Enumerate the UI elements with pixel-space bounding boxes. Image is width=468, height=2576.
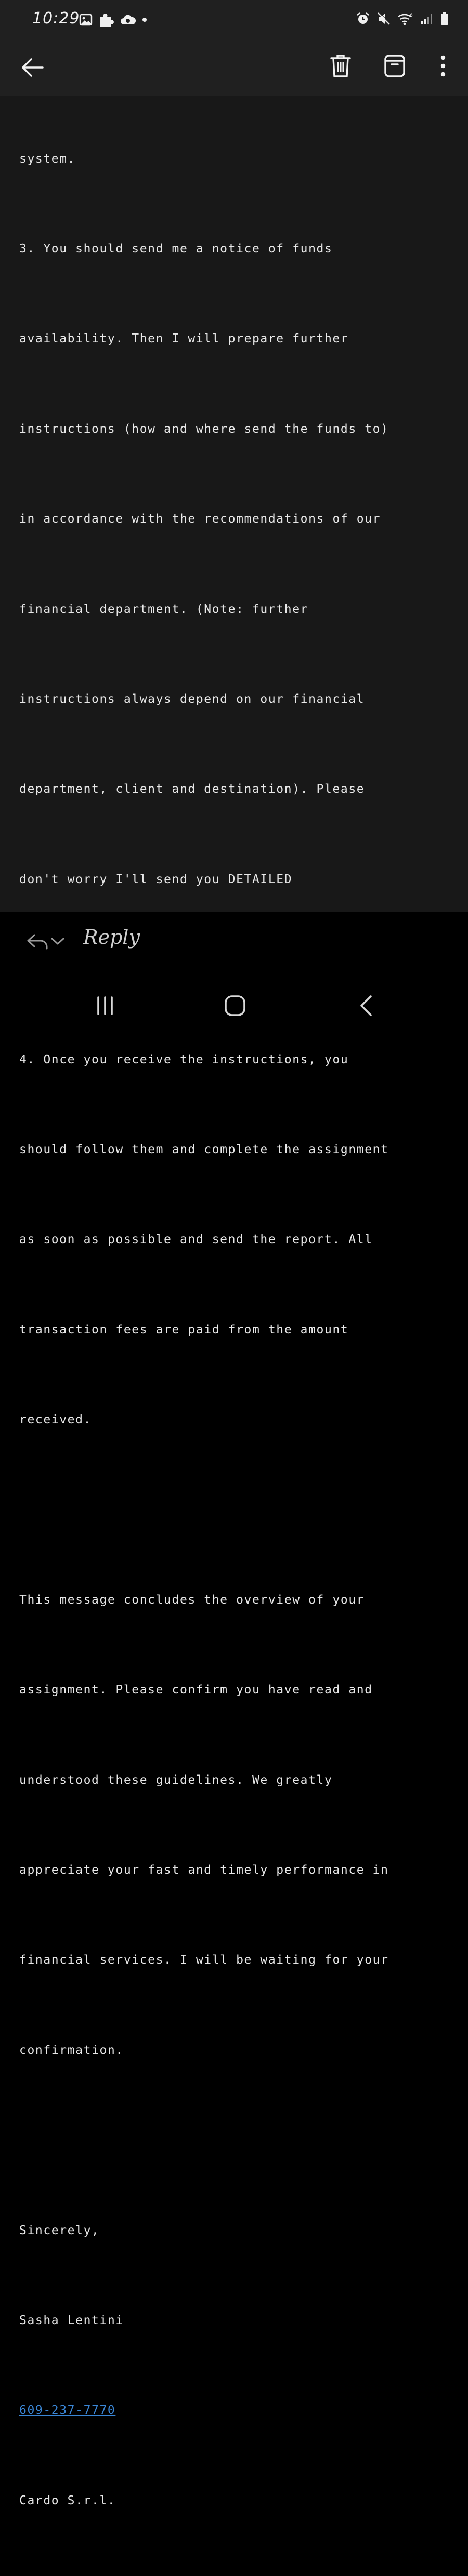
alarm-icon [356, 11, 370, 26]
mute-icon [376, 11, 391, 26]
signature-phone [19, 2396, 461, 2426]
email-line: This message concludes the overview of your [19, 1593, 365, 1607]
home-button[interactable] [218, 990, 252, 1021]
email-line: confirmation. [19, 2043, 124, 2057]
signature-company: Cardo S.r.l. [19, 2493, 116, 2507]
notification-icons [79, 11, 148, 28]
wifi-icon [397, 11, 414, 26]
email-line: instructions always depend on our financial [19, 692, 365, 706]
email-line: financial department. (Note: further [19, 602, 309, 616]
email-line: appreciate your fast and timely performance in [19, 1863, 389, 1877]
email-line: assignment. Please confirm you have read and [19, 1683, 373, 1697]
email-line: don't worry I'll send you DETAILED [19, 872, 293, 886]
reply-icon [26, 932, 50, 951]
email-line: system. [19, 152, 76, 166]
signature-name: Sasha Lentini [19, 2313, 124, 2327]
status-bar [0, 0, 468, 39]
cloud-icon [120, 13, 136, 26]
email-line: in accordance with the recommendations of our [19, 512, 381, 526]
email-line: instructions (how and where send the funds to) [19, 422, 389, 436]
home-icon [224, 994, 246, 1017]
system-nav-bar [0, 972, 468, 1039]
image-icon [79, 13, 93, 26]
more-options-button[interactable] [434, 49, 452, 83]
reply-options-button[interactable] [21, 926, 71, 957]
recent-apps-icon [95, 995, 115, 1016]
phone-link[interactable]: 609-237-7770 [19, 2404, 116, 2418]
signature-closing: Sincerely, [19, 2223, 100, 2237]
system-status-icons [356, 11, 449, 26]
reply-bar [0, 912, 468, 972]
back-nav-button[interactable] [349, 990, 383, 1021]
email-line: 4. Once you receive the instructions, you [19, 1052, 349, 1066]
delete-button[interactable] [323, 49, 358, 83]
recent-apps-button[interactable] [88, 990, 122, 1021]
archive-icon [384, 54, 406, 78]
email-line: received. [19, 1413, 92, 1427]
email-line: availability. Then I will prepare further [19, 332, 349, 346]
email-line: 3. You should send me a notice of funds [19, 242, 333, 256]
reply-button[interactable]: Reply [83, 926, 140, 949]
chevron-down-icon [50, 936, 66, 946]
paragraph-spacer [19, 2126, 461, 2156]
trash-icon [330, 54, 351, 78]
svg-text:6: 6 [410, 13, 413, 18]
back-chevron-icon [358, 994, 374, 1017]
signal-icon [420, 12, 434, 25]
email-line: department, client and destination). Please [19, 782, 365, 796]
more-notifications-icon [141, 17, 148, 23]
email-line: as soon as possible and send the report. All [19, 1233, 373, 1247]
puzzle-icon [98, 11, 114, 28]
email-line: should follow them and complete the assignment [19, 1142, 389, 1156]
battery-icon [440, 11, 449, 26]
email-line: transaction fees are paid from the amount [19, 1323, 349, 1337]
status-clock: 10:29 [32, 9, 80, 28]
archive-button[interactable] [378, 49, 412, 83]
email-line: understood these guidelines. We greatly [19, 1773, 333, 1787]
back-button[interactable] [16, 51, 49, 84]
arrow-left-icon [21, 57, 44, 78]
email-line: financial services. I will be waiting for your [19, 1953, 389, 1967]
paragraph-spacer [19, 1495, 461, 1525]
email-body [19, 84, 461, 2576]
more-vertical-icon [440, 55, 446, 77]
